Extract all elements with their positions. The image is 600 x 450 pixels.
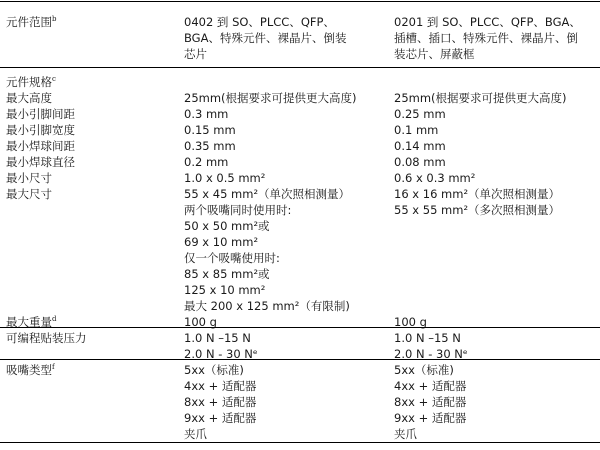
spec-min-lead-width-col1: 0.15 mm	[184, 123, 236, 137]
divider-force	[0, 327, 600, 328]
spec-min-ball-pitch-col2: 0.14 mm	[394, 139, 446, 153]
spec-label-min-lead-width: 最小引脚宽度	[6, 123, 75, 137]
spec-label-max-size: 最大尺寸	[6, 187, 52, 201]
spec-label-min-size: 最小尺寸	[6, 171, 52, 185]
nozzle-type-label: 吸嘴类型$^f$	[6, 363, 55, 377]
spec-max-weight-col2: 100 g	[394, 315, 427, 329]
spec-label-min-lead-pitch: 最小引脚间距	[6, 107, 75, 121]
component-range-col2-line3: 装芯片、屏蔽框	[394, 47, 475, 61]
nozzle-col2-line3: 8xx + 适配器	[394, 395, 467, 409]
spec-max-size-col1-line2: 两个吸嘴同时使用时:	[184, 203, 292, 217]
nozzle-col1-line2: 4xx + 适配器	[184, 379, 257, 393]
divider-bottom	[0, 442, 600, 443]
spec-min-size-col1: 1.0 x 0.5 mm²	[184, 171, 266, 185]
nozzle-col1-line3: 8xx + 适配器	[184, 395, 257, 409]
nozzle-col2-line5: 夹爪	[394, 427, 417, 441]
spec-max-size-col1-line3: 50 x 50 mm²或	[184, 219, 270, 233]
placement-force-label: 可编程贴装压力	[6, 331, 87, 345]
nozzle-col1-line1: 5xx（标准)	[184, 363, 244, 377]
component-range-col2-line2: 插槽、插口、特殊元件、裸晶片、倒	[394, 31, 578, 45]
divider-nozzle	[0, 359, 600, 360]
spec-label-min-ball-pitch: 最小焊球间距	[6, 139, 75, 153]
spec-min-lead-pitch-col1: 0.3 mm	[184, 107, 229, 121]
component-spec-title: 元件规格$^c$	[6, 75, 56, 89]
component-range-label: 元件范围$^b$	[6, 15, 57, 29]
placement-force-col2-line2: 2.0 N - 30 Nᵉ	[394, 347, 468, 361]
spec-max-size-col1-line4: 69 x 10 mm²	[184, 235, 259, 249]
spec-min-ball-pitch-col1: 0.35 mm	[184, 139, 236, 153]
spec-label-max-height: 最大高度	[6, 91, 52, 105]
spec-min-lead-width-col2: 0.1 mm	[394, 123, 439, 137]
spec-max-height-col1: 25mm(根据要求可提供更大高度)	[184, 91, 357, 105]
component-range-col2-line1: 0201 到 SO、PLCC、QFP、BGA、	[394, 15, 581, 29]
spec-min-ball-diameter-col1: 0.2 mm	[184, 155, 229, 169]
spec-max-size-col1-line7: 125 x 10 mm²	[184, 283, 266, 297]
placement-force-col1-line2: 2.0 N - 30 Nᵉ	[184, 347, 258, 361]
nozzle-col1-line5: 夹爪	[184, 427, 207, 441]
spec-max-height-col2: 25mm(根据要求可提供更大高度)	[394, 91, 567, 105]
spec-max-size-col2-line2: 55 x 55 mm²（多次照相测量）	[394, 203, 561, 217]
spec-min-size-col2: 0.6 x 0.3 mm²	[394, 171, 476, 185]
divider-spec	[0, 67, 600, 68]
spec-max-size-col2-line1: 16 x 16 mm²（单次照相测量）	[394, 187, 561, 201]
placement-force-col2-line1: 1.0 N –15 N	[394, 331, 461, 345]
spec-min-ball-diameter-col2: 0.08 mm	[394, 155, 446, 169]
component-range-col1-line2: BGA、特殊元件、裸晶片、倒装	[184, 31, 347, 45]
component-range-col1-line1: 0402 到 SO、PLCC、QFP、	[184, 15, 335, 29]
spec-max-size-col1-line1: 55 x 45 mm²（单次照相测量）	[184, 187, 351, 201]
spec-label-min-ball-diameter: 最小焊球直径	[6, 155, 75, 169]
component-range-col1-line3: 芯片	[184, 47, 207, 61]
placement-force-col1-line1: 1.0 N –15 N	[184, 331, 251, 345]
nozzle-col2-line2: 4xx + 适配器	[394, 379, 467, 393]
spec-label-max-weight: 最大重量$^d$	[6, 315, 57, 329]
spec-max-size-col1-line6: 85 x 85 mm²或	[184, 267, 270, 281]
spec-max-size-col1-line5: 仅一个吸嘴使用时:	[184, 251, 280, 265]
nozzle-col1-line4: 9xx + 适配器	[184, 411, 257, 425]
divider-top	[0, 1, 600, 2]
spec-min-lead-pitch-col2: 0.25 mm	[394, 107, 446, 121]
spec-max-weight-col1: 100 g	[184, 315, 217, 329]
nozzle-col2-line1: 5xx（标准)	[394, 363, 454, 377]
nozzle-col2-line4: 9xx + 适配器	[394, 411, 467, 425]
spec-max-size-col1-line8: 最大 200 x 125 mm²（有限制)	[184, 299, 350, 313]
